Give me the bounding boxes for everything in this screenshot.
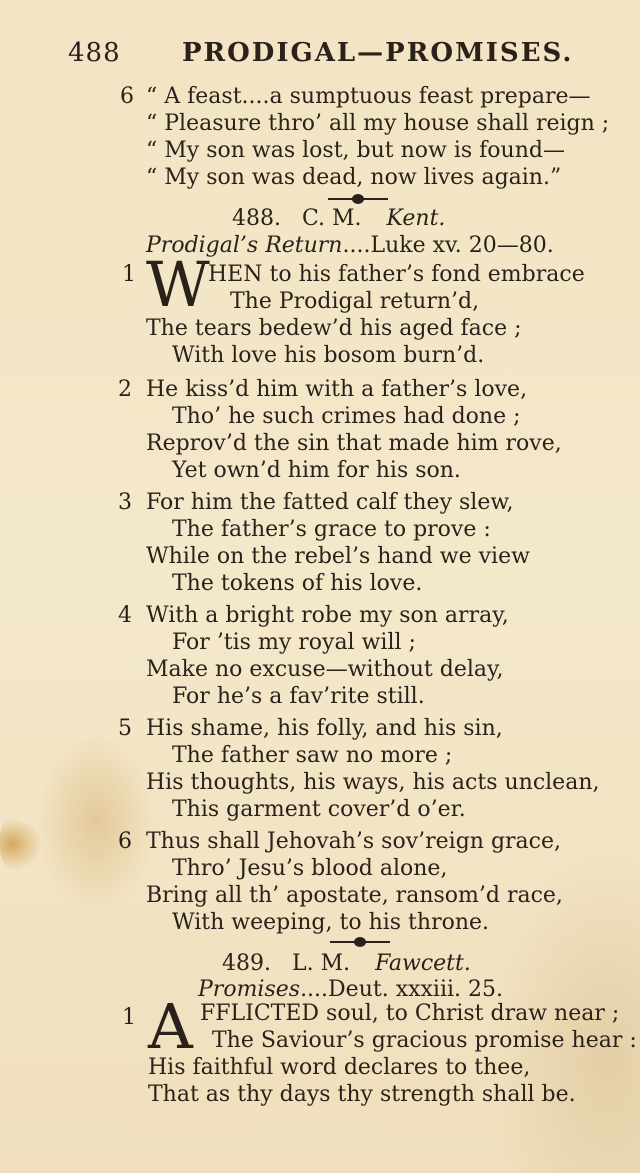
- hymn-reference: ....Luke xv. 20—80.: [342, 233, 554, 258]
- verse-line: Thus shall Jehovah’s sov’reign grace,: [146, 829, 562, 854]
- verse-line: HEN to his father’s fond embrace: [208, 262, 585, 287]
- verse-number: 4: [118, 603, 132, 628]
- verse-line: His faithful word declares to thee,: [148, 1055, 531, 1080]
- verse-line: His thoughts, his ways, his acts unclean,: [146, 770, 600, 795]
- verse-line: The tears bedew’d his aged face ;: [146, 316, 522, 341]
- ornament-divider: [328, 194, 388, 204]
- verse-number: 1: [122, 1005, 136, 1030]
- verse-line: For him the fatted calf they slew,: [146, 490, 514, 515]
- hymn-heading: [232, 206, 445, 231]
- verse-line: The Saviour’s gracious promise hear :: [212, 1028, 637, 1053]
- hymn-subject: Promises: [198, 977, 301, 1002]
- hymn-heading: [222, 951, 471, 976]
- verse-line: This garment cover’d o’er.: [172, 797, 466, 822]
- verse-line: With love his bosom burn’d.: [172, 343, 485, 368]
- verse-line: Yet own’d him for his son.: [172, 458, 461, 483]
- verse-line: With weeping, to his throne.: [172, 910, 490, 935]
- hymn-subject-line: [198, 977, 503, 1002]
- ornament-divider: [330, 937, 390, 947]
- verse-line: The father saw no more ;: [172, 743, 453, 768]
- verse-number: 3: [118, 490, 132, 515]
- hymn-tune: Fawcett.: [375, 951, 471, 976]
- verse-line: The father’s grace to prove :: [172, 517, 491, 542]
- running-title: PRODIGAL—PROMISES.: [182, 38, 574, 68]
- page-number: 488: [68, 38, 121, 68]
- hymn-meter: L. M.: [291, 951, 351, 976]
- verse-line: While on the rebel’s hand we view: [146, 544, 530, 569]
- verse-line: Reprov’d the sin that made him rove,: [146, 431, 562, 456]
- verse-line: “ Pleasure thro’ all my house shall reign ;: [146, 111, 610, 136]
- verse-line: “ My son was dead, now lives again.”: [146, 165, 562, 190]
- verse-line: That as thy days thy strength shall be.: [148, 1082, 576, 1107]
- verse-line: For he’s a fav’rite still.: [172, 684, 425, 709]
- hymn-reference: ....Deut. xxxiii. 25.: [300, 977, 503, 1002]
- drop-cap: A: [148, 990, 193, 1063]
- verse-line: Thro’ Jesu’s blood alone,: [172, 856, 448, 881]
- verse-line: His shame, his folly, and his sin,: [146, 716, 503, 741]
- page-header: [68, 38, 588, 78]
- verse-line: For ’tis my royal will ;: [172, 630, 416, 655]
- verse-number: 6: [120, 84, 134, 109]
- verse-line: The tokens of his love.: [172, 571, 423, 596]
- verse-line: With a bright robe my son array,: [146, 603, 509, 628]
- verse-line: “ A feast....a sumptuous feast prepare—: [146, 84, 591, 109]
- verse-line: The Prodigal return’d,: [230, 289, 480, 314]
- verse-number: 5: [118, 716, 132, 741]
- verse-line: He kiss’d him with a father’s love,: [146, 377, 528, 402]
- hymn-tune: Kent.: [386, 206, 446, 231]
- hymn-number: 489.: [222, 951, 271, 976]
- verse-number: 6: [118, 829, 132, 854]
- verse-line: Make no excuse—without delay,: [146, 657, 504, 682]
- verse-line: “ My son was lost, but now is found—: [146, 138, 565, 163]
- verse-line: FFLICTED soul, to Christ draw near ;: [200, 1001, 620, 1026]
- verse-line: Tho’ he such crimes had done ;: [172, 404, 521, 429]
- hymn-number: 488.: [232, 206, 281, 231]
- verse-number: 2: [118, 377, 132, 402]
- verse-line: Bring all th’ apostate, ransom’d race,: [146, 883, 563, 908]
- paper-stain: [0, 818, 42, 870]
- hymn-meter: C. M.: [301, 206, 362, 231]
- hymn-subject: Prodigal’s Return: [146, 233, 343, 258]
- verse-number: 1: [122, 262, 136, 287]
- drop-cap: W: [146, 248, 210, 321]
